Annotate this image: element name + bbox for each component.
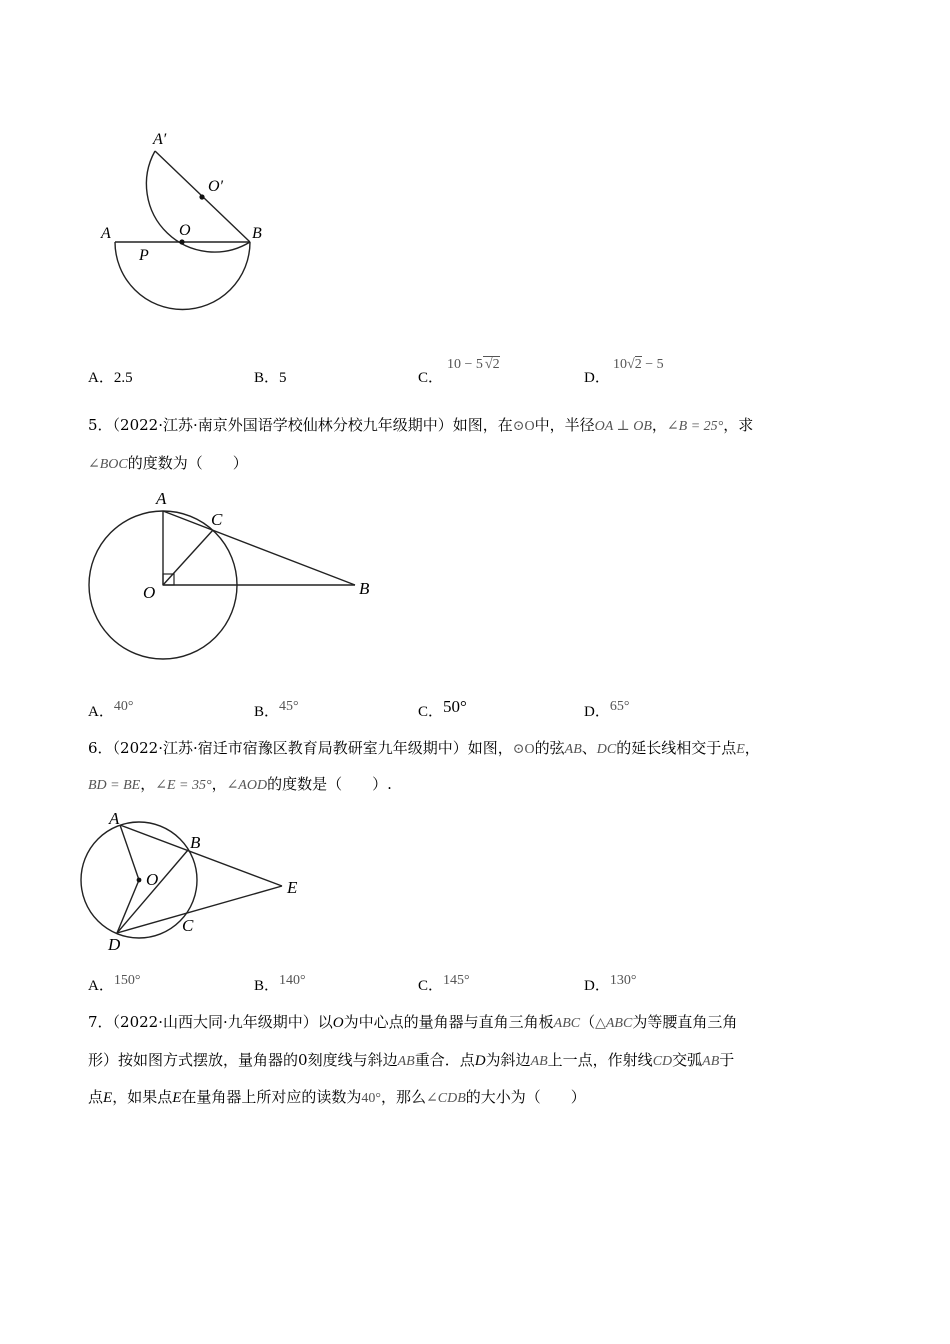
radius-oc — [163, 530, 213, 585]
q6-figure — [80, 808, 320, 958]
q7-stem-line3: 点E，如果点E在量角器上所对应的读数为40°，那么∠CDB的大小为（ ） — [88, 1088, 586, 1106]
q4-option-b[interactable]: B．5 — [254, 370, 287, 386]
q7-stem-line1: 7．（2022·山西大同·九年级期中）以O为中心点的量角器与直角三角板ABC（△ABC为等腰直角三角 — [88, 1013, 738, 1031]
q4-option-d-value: 10√2 − 5 — [613, 357, 664, 372]
label-o: O — [179, 222, 191, 239]
q5-option-b[interactable]: B．45° — [254, 699, 299, 720]
label-a: A — [109, 809, 120, 828]
q4-option-c[interactable]: C． — [418, 370, 444, 386]
label-b: B — [252, 225, 262, 242]
label-a-prime: A′ — [153, 131, 167, 148]
segment-ab — [163, 511, 355, 585]
label-d: D — [108, 935, 121, 954]
q5-option-a[interactable]: A．40° — [88, 699, 134, 720]
q5-option-c[interactable]: C．50° — [418, 697, 467, 720]
label-a: A — [156, 489, 167, 508]
segment-bd — [117, 850, 188, 933]
q5-stem-line2: ∠BOC的度数为（ ） — [88, 454, 248, 472]
segment-oa — [120, 825, 139, 880]
rotated-semicircle — [146, 151, 250, 252]
q6-option-d[interactable]: D．130° — [584, 973, 637, 994]
segment-ae — [120, 825, 282, 886]
lower-semicircle — [115, 242, 250, 310]
q4-option-a[interactable]: A．2.5 — [88, 370, 133, 386]
label-p: P — [139, 247, 149, 264]
q5-stem-line1: 5．（2022·江苏·南京外国语学校仙林分校九年级期中）如图，在⊙O中，半径OA ⊥ OB，∠B = 25°，求 — [88, 416, 754, 434]
label-o: O — [143, 583, 156, 602]
q6-option-a[interactable]: A．150° — [88, 973, 141, 994]
label-o-prime: O′ — [208, 178, 224, 195]
segment-de — [117, 886, 282, 933]
label-e: E — [287, 878, 298, 897]
q4-option-d[interactable]: D． — [584, 370, 610, 386]
point-o-prime — [199, 194, 204, 199]
point-o — [137, 878, 142, 883]
label-a: A — [101, 225, 111, 242]
label-c: C — [211, 510, 223, 529]
q5-option-d[interactable]: D．65° — [584, 699, 630, 720]
label-b: B — [359, 579, 370, 598]
segment-od — [117, 880, 139, 933]
label-c: C — [182, 916, 194, 935]
q5-figure — [85, 485, 385, 665]
q7-stem-line2: 形）按如图方式摆放，量角器的0刻度线与斜边AB重合．点D为斜边AB上一点，作射线CD交弧AB于 — [88, 1051, 735, 1069]
q6-option-b[interactable]: B．140° — [254, 973, 306, 994]
label-b: B — [190, 833, 201, 852]
point-o — [179, 239, 184, 244]
label-o: O — [146, 870, 159, 889]
q4-option-c-value: 10 − 5 √2 — [447, 357, 500, 372]
q6-option-c[interactable]: C．145° — [418, 973, 470, 994]
q4-figure — [95, 120, 285, 320]
q6-stem-line2: BD = BE，∠E = 35°，∠AOD的度数是（ ）. — [88, 775, 392, 793]
q6-stem-line1: 6．（2022·江苏·宿迁市宿豫区教育局教研室九年级期中）如图，⊙O的弦AB、DC的延长线相交于点E， — [88, 739, 760, 757]
